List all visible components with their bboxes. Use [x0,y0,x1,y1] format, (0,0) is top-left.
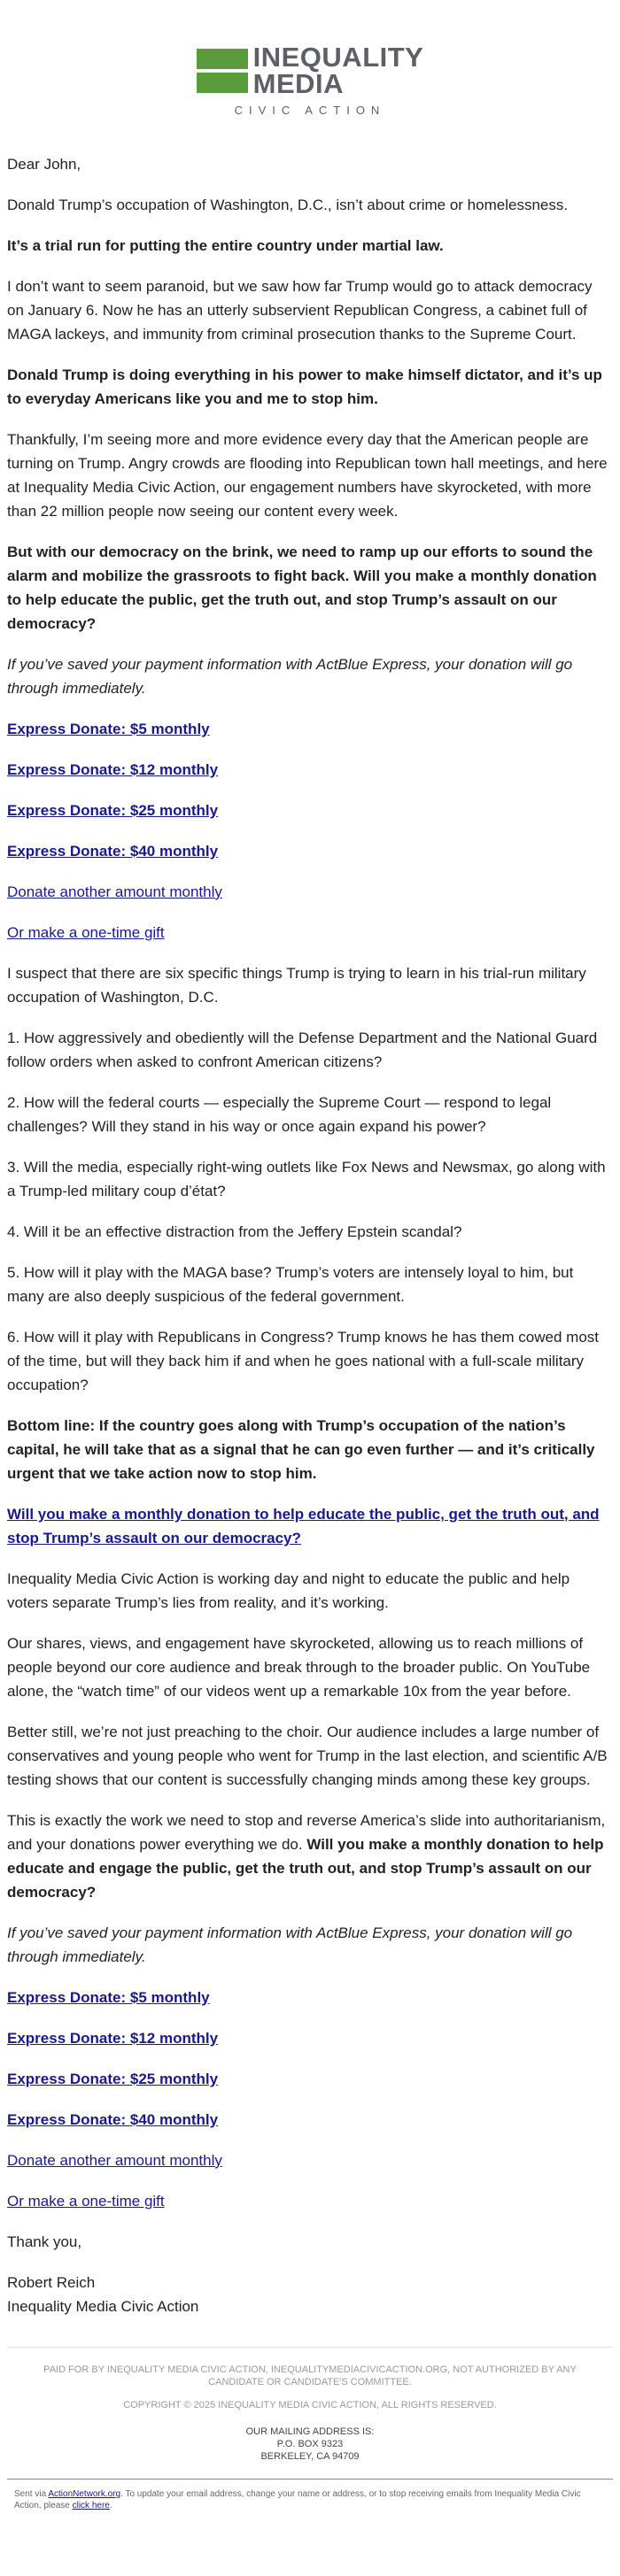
donate-5-link-2[interactable]: Express Donate: $5 monthly [7,1988,210,2006]
list-item: 3. Will the media, especially right-wing outlets like Fox News and Newsmax, go along with a Trump-led military coup d’état? [7,1158,606,1199]
donate-other-link-2[interactable]: Donate another amount monthly [7,2151,222,2169]
donate-other-link[interactable]: Donate another amount monthly [7,883,222,900]
monthly-donation-link[interactable]: Will you make a monthly donation to help educate the public, get the truth out, and stop Trump’s assault on our democracy? [7,1505,600,1546]
donate-40-link-2[interactable]: Express Donate: $40 monthly [7,2110,219,2128]
paragraph-11: Our shares, views, and engagement have skyrocketed, allowing us to reach millions of people beyond our core audience and break through to the broader public. On YouTube alone, the “watch time” of our videos went up a remarkable 10x from the year before. [7,1634,591,1700]
copyright: COPYRIGHT © 2025 INEQUALITY MEDIA CIVIC ACTION, ALL RIGHTS RESERVED. [123,2399,497,2410]
list-item: 2. How will the federal courts — especially the Supreme Court — respond to legal challenges? Will they stand in his way or once again expand his power? [7,1093,552,1135]
paragraph-6: But with our democracy on the brink, we need to ramp up our efforts to sound the alarm and mobilize the grassroots to fight back. Will you make a monthly donation to help educate the public, get the truth out, and stop Trump’s assault on our democracy? [7,543,597,632]
donate-5-link[interactable]: Express Donate: $5 monthly [7,720,210,737]
paragraph-13-text: This is exactly the work we need to stop and reverse America’s slide into authoritarianism, and your donations power everything we do. [7,1811,606,1853]
list-item: 5. How will it play with the MAGA base? Trump’s voters are intensely loyal to him, but many are also deeply suspicious of the federal government. [7,1263,574,1305]
paragraph-2: It’s a trial run for putting the entire country under martial law. [7,236,444,254]
mailing-address [21,2426,599,2463]
paragraph-7: I suspect that there are six specific things Trump is trying to learn in his trial-run military occupation of Washington, D.C. [7,964,586,1006]
one-time-gift-link[interactable]: Or make a one-time gift [7,923,165,941]
actblue-note-2: If you’ve saved your payment information with ActBlue Express, your donation will go through immediately. [7,1924,573,1965]
list-item: 6. How will it play with Republicans in Congress? Trump knows he has them cowed most of the time, but will they back him if and when he goes national with a full-scale military occupation? [7,1328,600,1393]
list-item: 4. Will it be an effective distraction from the Jeffery Epstein scandal? [7,1222,462,1240]
sent-via-notice [7,2479,613,2529]
one-time-gift-link-2[interactable]: Or make a one-time gift [7,2192,165,2210]
sent-via-text-2: . To update your email address, change your name or address, or to stop receiving emails from Inequality Media Civic Action, please [14,2488,581,2510]
signature-org: Inequality Media Civic Action [7,2297,199,2315]
paragraph-4: Donald Trump is doing everything in his power to make himself dictator, and it’s up to everyday Americans like you and me to stop him. [7,366,602,407]
donate-12-link-2[interactable]: Express Donate: $12 monthly [7,2029,219,2047]
donate-25-link-2[interactable]: Express Donate: $25 monthly [7,2070,219,2087]
paragraph-1: Donald Trump’s occupation of Washington, D.C., isn’t about crime or homelessness. [7,196,569,213]
paragraph-5: Thankfully, I’m seeing more and more evidence every day that the American people are turning on Trump. Angry crowds are flooding into Republican town hall meetings, and here at Inequality Media Civic Action, our engagement numbers have skyrocketed, with more than 22 million people now seeing our content every week. [7,430,608,520]
paragraph-12: Better still, we’re not just preaching to the choir. Our audience includes a large number of conservatives and young people who went for Trump in the last election, and scientific A/B testing shows that our content is successfully changing minds among these key groups. [7,1723,608,1788]
list-item: 1. How aggressively and obediently will the Defense Department and the National Guard follow orders when asked to confront American citizens? [7,1029,598,1070]
sent-via-text-3: . [109,2500,112,2510]
paragraph-13-ask: Will you make a monthly donation to help educate and engage the public, get the truth out, and stop Trump’s assault on our democracy? [7,1835,604,1901]
donate-40-link[interactable]: Express Donate: $40 monthly [7,842,219,860]
logo-subtitle: CIVIC ACTION [234,103,386,117]
actionnetwork-link[interactable]: ActionNetwork.org [48,2488,121,2499]
logo-word-media: MEDIA [252,68,345,100]
footer [7,2347,613,2472]
logo [7,0,613,152]
paragraph-13 [7,1809,613,1904]
paragraph-10: Inequality Media Civic Action is working day and night to educate the public and help voters separate Trump’s lies from reality, and it’s working. [7,1570,570,1611]
address-line-2: BERKELEY, CA 94709 [260,2450,360,2462]
greeting: Dear John, [7,155,81,173]
signature-name: Robert Reich [7,2273,96,2291]
click-here-link[interactable]: click here [72,2500,110,2510]
actblue-note: If you’ve saved your payment information with ActBlue Express, your donation will go through immediately. [7,655,573,697]
logo-mark-icon [197,47,248,95]
logo-word-inequality: INEQUALITY [252,42,424,73]
paragraph-3: I don’t want to seem paranoid, but we saw how far Trump would go to attack democracy on January 6. Now he has an utterly subservient Republican Congress, a cabinet full of MAGA lackeys, and immunity from criminal prosecution thanks to the Supreme Court. [7,277,593,343]
address-line-1: P.O. BOX 9323 [276,2438,344,2449]
donate-12-link[interactable]: Express Donate: $12 monthly [7,760,219,778]
address-label: OUR MAILING ADDRESS IS: [245,2426,375,2437]
donate-25-link[interactable]: Express Donate: $25 monthly [7,801,219,819]
sign-off: Thank you, [7,2233,82,2250]
bottom-line: Bottom line: If the country goes along with Trump’s occupation of the nation’s capital, he will take that as a signal that he can go even further — and it’s critically urgent that we take action now to stop him. [7,1416,595,1482]
sent-via-text: Sent via [14,2488,49,2499]
paid-for-disclaimer: PAID FOR BY INEQUALITY MEDIA CIVIC ACTION, INEQUALITYMEDIACIVICACTION.ORG, NOT AUTHORIZED BY ANY CANDIDATE OR CANDIDATE'S COMMITTEE. [43,2364,577,2387]
